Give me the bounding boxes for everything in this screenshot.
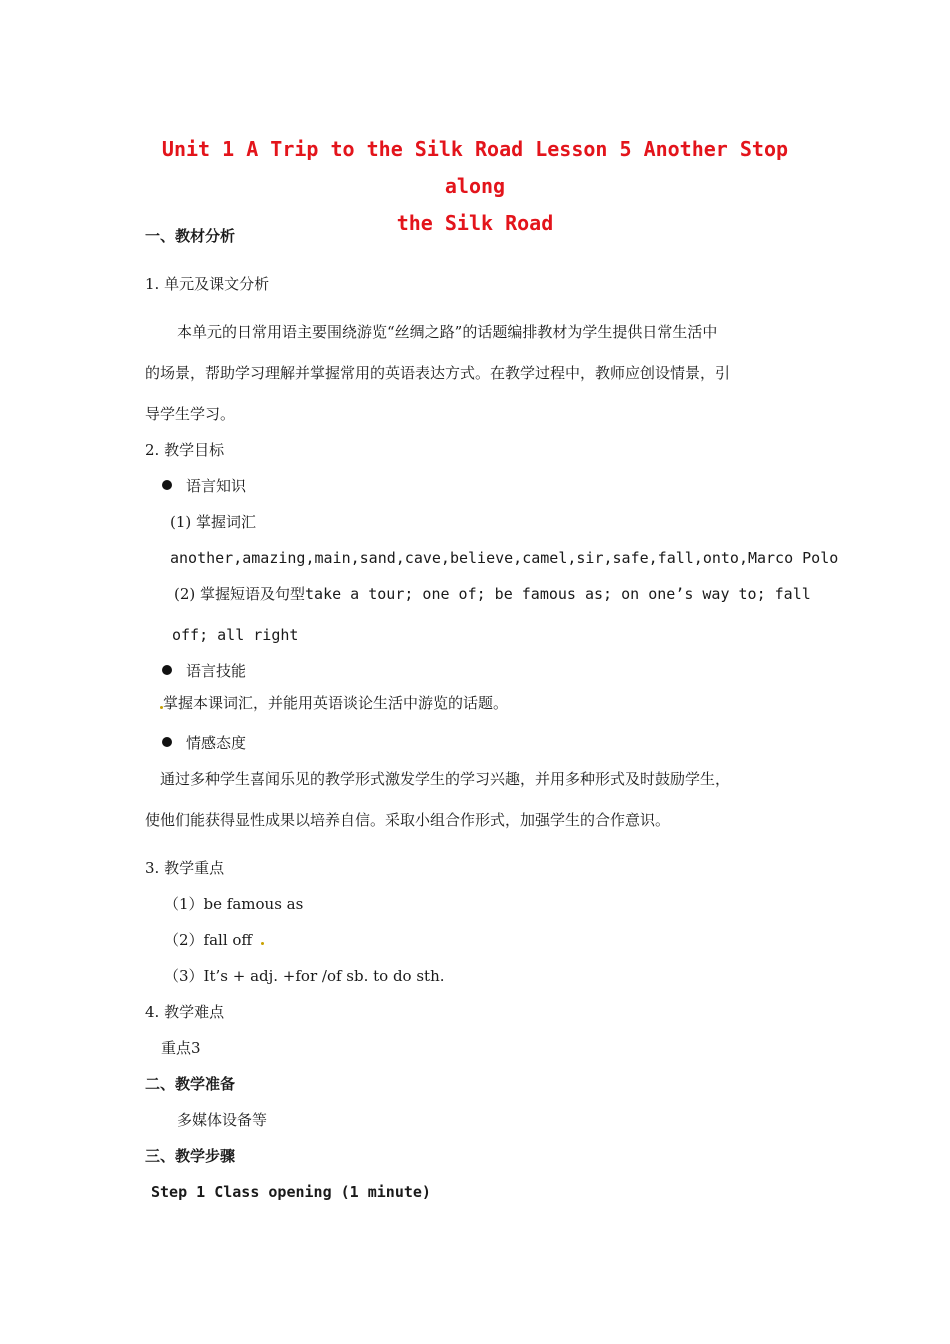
bullet-attitude xyxy=(162,733,246,753)
item-key-points: 3. 教学重点 xyxy=(145,859,225,877)
paragraph-line-1: 本单元的日常用语主要围绕游览“丝绸之路”的话题编排教材为学生提供日常生活中 xyxy=(177,323,718,341)
bullet-label: 语言技能 xyxy=(186,662,247,680)
difficulty-text: 重点3 xyxy=(161,1039,201,1057)
step-1: Step 1 Class opening (1 minute) xyxy=(151,1183,431,1201)
document-title xyxy=(140,131,810,242)
attitude-line-1: 通过多种学生喜闻乐见的教学形式激发学生的学习兴趣，并用多种形式及时鼓励学生， xyxy=(160,770,731,788)
bullet-label: 情感态度 xyxy=(186,734,247,752)
phrases-continued: off; all right xyxy=(172,626,299,644)
sub-item-phrases xyxy=(174,584,811,604)
section-heading-preparation: 二、教学准备 xyxy=(145,1075,236,1093)
paragraph-line-2: 的场景，帮助学习理解并掌握常用的英语表达方式。在教学过程中，教师应创设情景，引 xyxy=(145,364,731,382)
bullet-label: 语言知识 xyxy=(186,477,247,495)
stray-mark xyxy=(261,942,264,945)
vocabulary-list: another,amazing,main,sand,cave,believe,camel,sir,safe,fall,onto,Marco Polo xyxy=(170,549,839,567)
title-line-2: the Silk Road xyxy=(396,211,554,235)
bullet-language-skills xyxy=(162,661,246,681)
section-heading-analysis: 一、教材分析 xyxy=(145,227,236,245)
item-difficulties: 4. 教学难点 xyxy=(145,1003,225,1021)
paragraph-line-3: 导学生学习。 xyxy=(145,405,236,423)
bullet-icon xyxy=(162,665,172,675)
item-teaching-goals: 2. 教学目标 xyxy=(145,441,225,459)
item-unit-analysis: 1. 单元及课文分析 xyxy=(145,275,270,293)
attitude-line-2: 使他们能获得显性成果以培养自信。采取小组合作形式，加强学生的合作意识。 xyxy=(145,811,671,829)
skill-text: 掌握本课词汇，并能用英语谈论生活中游览的话题。 xyxy=(163,694,509,712)
bullet-language-knowledge xyxy=(162,476,246,496)
section-heading-steps: 三、教学步骤 xyxy=(145,1147,236,1165)
key-point-3: （3）It’s + adj. +for /of sb. to do sth. xyxy=(164,967,445,985)
preparation-text: 多媒体设备等 xyxy=(177,1111,268,1129)
phrases-label: (2) 掌握短语及句型 xyxy=(174,585,306,603)
bullet-icon xyxy=(162,737,172,747)
sub-item-vocabulary: (1) 掌握词汇 xyxy=(170,513,257,531)
phrases-list: take a tour; one of; be famous as; on one’s way to; fall xyxy=(305,585,811,603)
title-line-1: Unit 1 A Trip to the Silk Road Lesson 5 Another Stop along xyxy=(161,137,789,198)
key-point-2: （2）fall off xyxy=(164,931,253,949)
bullet-icon xyxy=(162,480,172,490)
key-point-1: （1）be famous as xyxy=(164,895,304,913)
